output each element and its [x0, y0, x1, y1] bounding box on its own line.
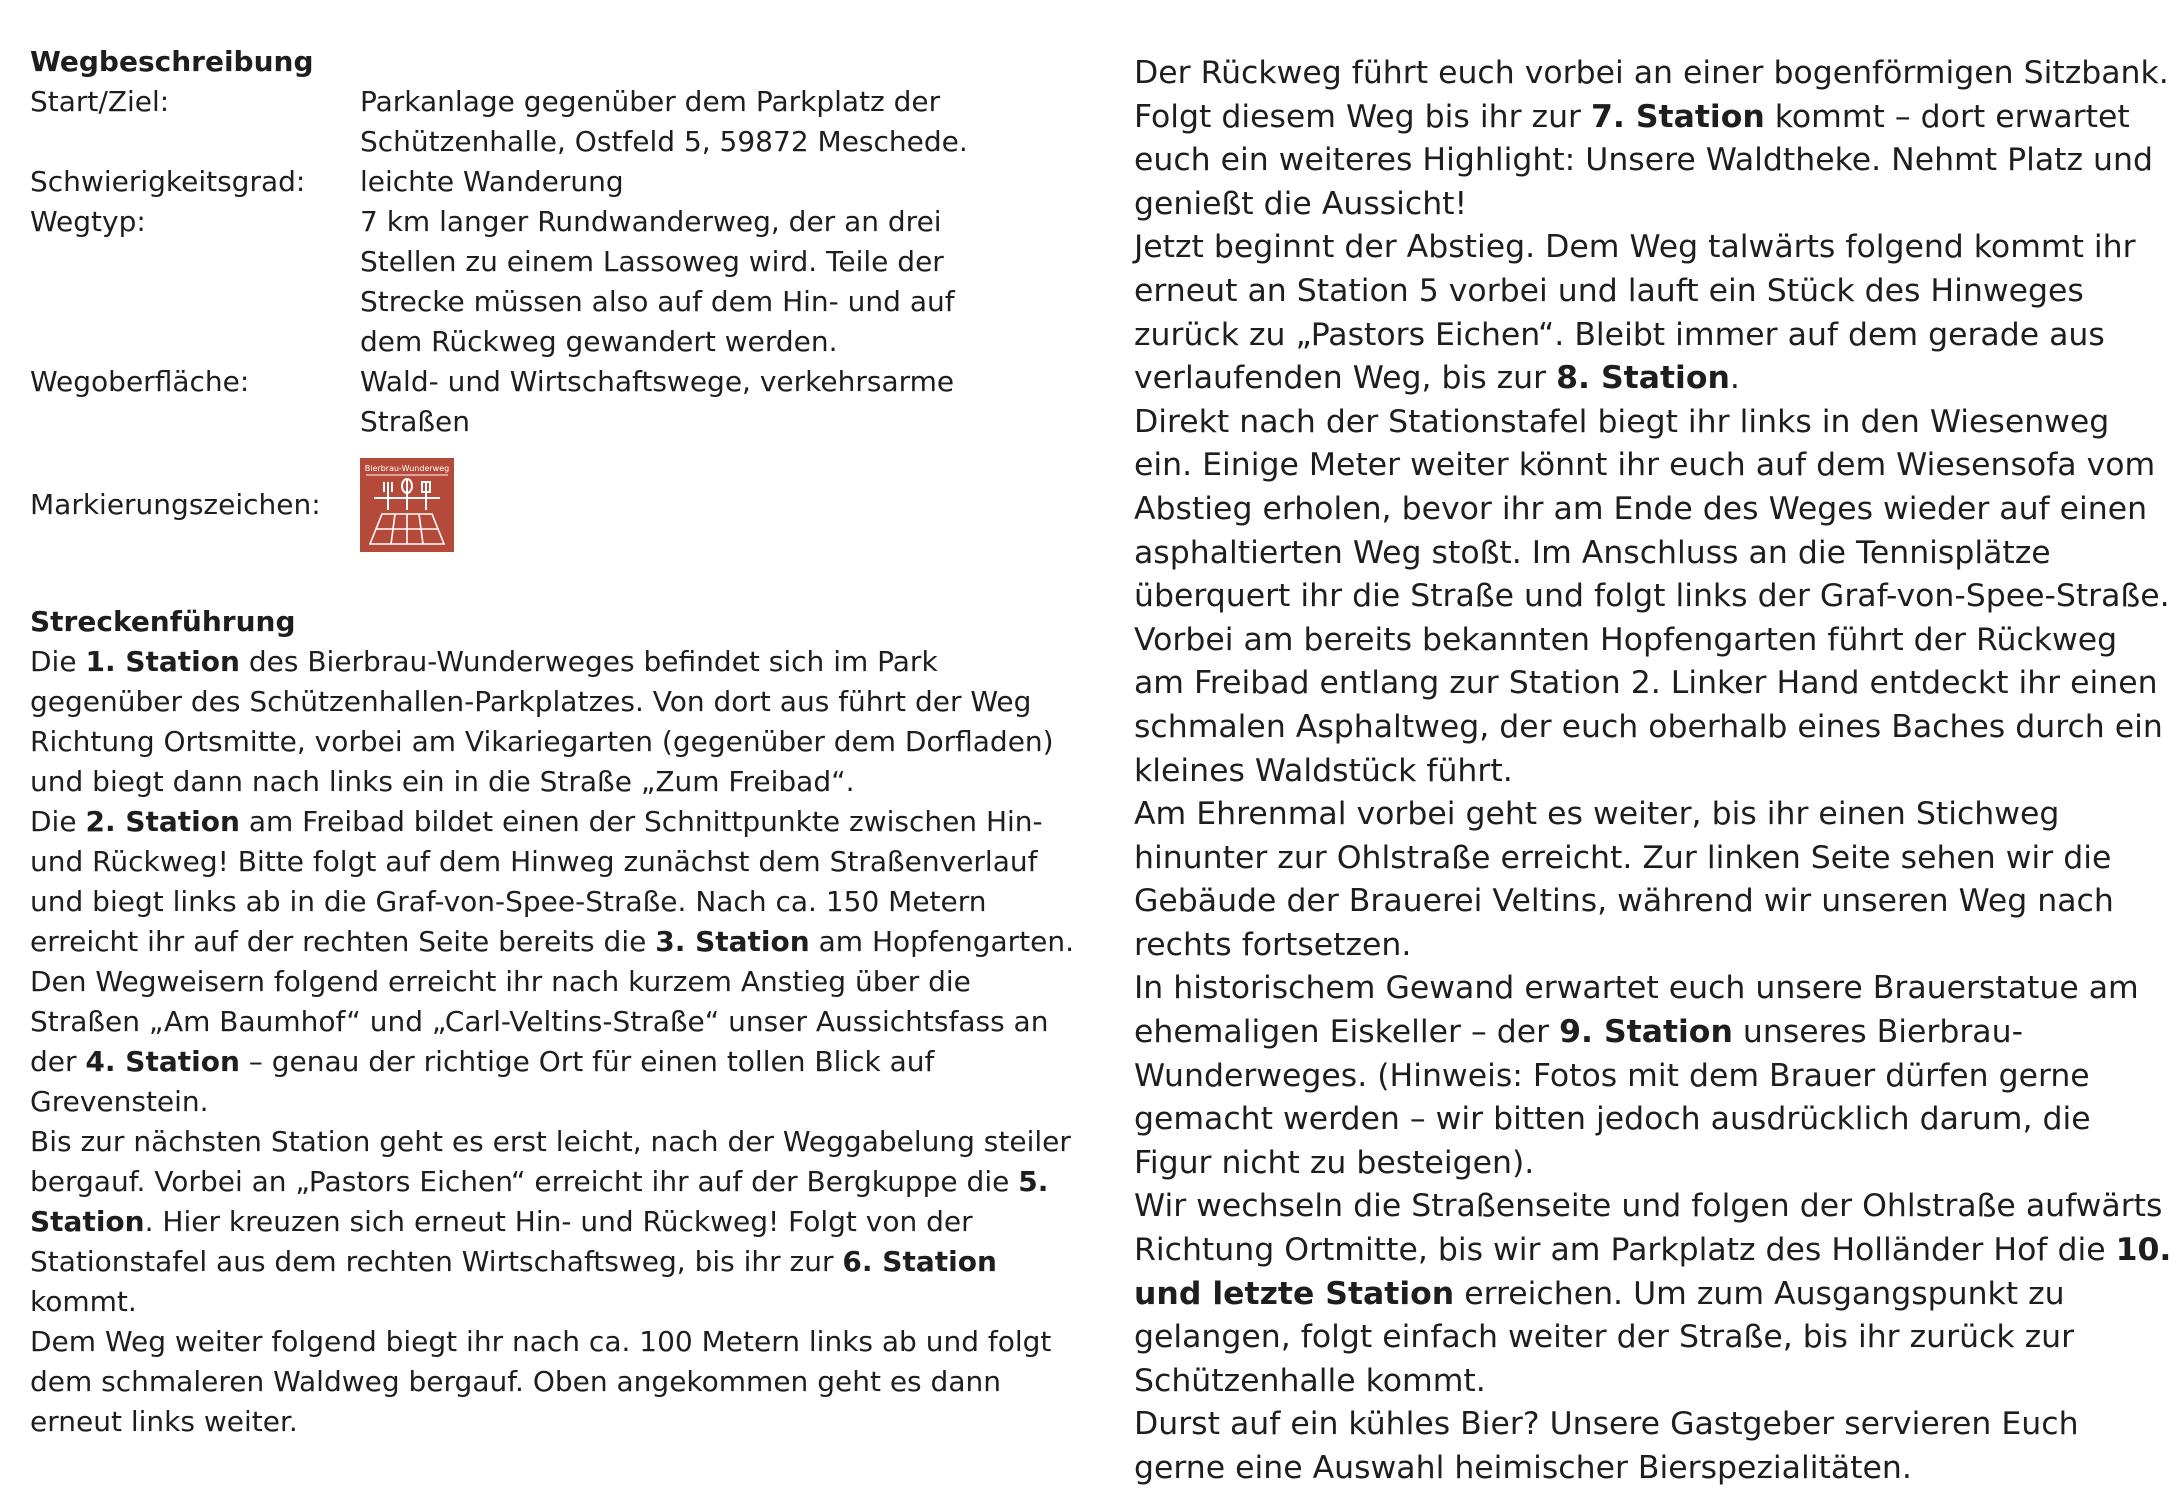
text-line: [1134, 1185, 2163, 1229]
info-value: [360, 362, 1070, 442]
text-line: [1134, 575, 2170, 619]
text-line: [30, 1242, 1070, 1282]
text-line: [1134, 662, 2158, 706]
text-segment: Abstieg erholen, bevor ihr am Ende des Weges wieder auf einen: [1134, 490, 2148, 527]
text-line: [30, 802, 1070, 842]
text-segment: Bis zur nächsten Station geht es erst leicht, nach der Weggabelung steiler: [30, 1125, 1071, 1158]
text-line: [1134, 270, 2114, 314]
text-line: [1134, 1360, 2114, 1404]
text-line: [30, 682, 1070, 722]
station-highlight: 2. Station: [85, 805, 240, 838]
text-segment: kommt – dort erwartet: [1764, 98, 2130, 135]
text-segment: gegenüber des Schützenhallen-Parkplatzes. Von dort aus führt der Weg: [30, 685, 1032, 718]
text-line: [30, 962, 1070, 1002]
text-line: [1134, 314, 2114, 358]
info-value: [360, 202, 1070, 362]
text-segment: rechts fortsetzen.: [1134, 926, 1412, 963]
text-line: [1134, 96, 2130, 140]
text-segment: . Hier kreuzen sich erneut Hin- und Rückweg! Folgt von der: [144, 1205, 973, 1238]
text-segment: gelangen, folgt einfach weiter der Straße, bis ihr zurück zur: [1134, 1319, 2075, 1356]
text-segment: kommt.: [30, 1285, 137, 1318]
text-segment: Stationstafel aus dem rechten Wirtschaftsweg, bis ihr zur: [30, 1245, 843, 1278]
text-line: [1134, 1316, 2114, 1360]
text-segment: verlaufenden Weg, bis zur: [1134, 360, 1557, 397]
info-label: Schwierigkeitsgrad:: [30, 165, 306, 198]
text-line: [30, 1402, 1070, 1442]
text-segment: Der Rückweg führt euch vorbei an einer bogenförmigen Sitzbank.: [1134, 55, 2169, 91]
text-line: [30, 882, 1070, 922]
text-segment: Richtung Ortmitte, bis wir am Parkplatz des Holländer Hof die: [1134, 1232, 2116, 1269]
station-highlight: Station: [30, 1205, 145, 1238]
text-line: [1134, 619, 2118, 663]
text-segment: Schützenhalle kommt.: [1134, 1362, 1486, 1399]
text-line: [1134, 1098, 2114, 1142]
text-segment: Jetzt beginnt der Abstieg. Dem Weg talwärts folgend kommt ihr: [1134, 229, 2136, 266]
text-segment: am Freibad entlang zur Station 2. Linker Hand entdeckt ihr einen: [1134, 665, 2158, 702]
text-segment: Am Ehrenmal vorbei geht es weiter, bis ihr einen Stichweg: [1134, 796, 2060, 833]
text-line: [1134, 1447, 2114, 1491]
text-segment: Wir wechseln die Straßenseite und folgen der Ohlstraße aufwärts: [1134, 1188, 2163, 1225]
text-line: [1134, 1403, 2114, 1447]
info-line: Schützenhalle, Ostfeld 5, 59872 Meschede.: [360, 125, 968, 158]
text-segment: Durst auf ein kühles Bier? Unsere Gastgeber servieren Euch: [1134, 1406, 2079, 1443]
route-text-left: [30, 642, 1075, 1442]
text-line: [30, 762, 1070, 802]
text-segment: dem schmaleren Waldweg bergauf. Oben angekommen geht es dann: [30, 1365, 1001, 1398]
text-line: [1134, 924, 2114, 968]
info-value: [360, 458, 1070, 552]
station-highlight: 1. Station: [85, 645, 240, 678]
text-segment: bergauf. Vorbei an „Pastors Eichen“ erreicht ihr auf der Bergkuppe die: [30, 1165, 1019, 1198]
route-text-right: [1134, 52, 2171, 1491]
text-line: [30, 1202, 1070, 1242]
text-line: [30, 1042, 1070, 1082]
text-segment: Richtung Ortsmitte, vorbei am Vikariegarten (gegenüber dem Dorfladen): [30, 725, 1054, 758]
info-label: Wegtyp:: [30, 205, 146, 238]
text-segment: ein. Einige Meter weiter könnt ihr euch auf dem Wiesensofa vom: [1134, 447, 2156, 484]
text-line: [30, 722, 1070, 762]
info-label: Wegoberfläche:: [30, 365, 250, 398]
station-highlight: 5.: [1018, 1165, 1049, 1198]
text-segment: kleines Waldstück führt.: [1134, 752, 1513, 789]
text-segment: Figur nicht zu besteigen).: [1134, 1144, 1535, 1181]
text-line: [30, 1122, 1070, 1162]
text-segment: Die: [30, 805, 86, 838]
text-line: [1134, 706, 2163, 750]
info-row-difficulty: [30, 162, 1070, 202]
text-segment: gemacht werden – wir bitten jedoch ausdrücklich darum, die: [1134, 1101, 2091, 1138]
text-line: [1134, 401, 2114, 445]
text-line: [30, 1082, 1070, 1122]
text-segment: Den Wegweisern folgend erreicht ihr nach kurzem Anstieg über die: [30, 965, 971, 998]
info-line: Strecke müssen also auf dem Hin- und auf: [360, 285, 955, 318]
info-line: dem Rückweg gewandert werden.: [360, 325, 838, 358]
station-highlight: 7. Station: [1591, 98, 1765, 135]
text-segment: überquert ihr die Straße und folgt links der Graf-von-Spee-Straße.: [1134, 578, 2170, 615]
text-segment: – genau der richtige Ort für einen tollen Blick auf: [239, 1045, 935, 1078]
text-segment: erreichen. Um zum Ausgangspunkt zu: [1454, 1275, 2065, 1312]
text-segment: schmalen Asphaltweg, der euch oberhalb eines Baches durch ein: [1134, 708, 2163, 745]
text-segment: gerne eine Auswahl heimischer Bierspezialitäten.: [1134, 1450, 1912, 1486]
text-line: [1134, 750, 2114, 794]
text-segment: hinunter zur Ohlstraße erreicht. Zur linken Seite sehen wir die: [1134, 839, 2112, 876]
station-highlight: 3. Station: [655, 925, 810, 958]
text-line: [30, 642, 1070, 682]
station-highlight: 10.: [2115, 1232, 2171, 1269]
text-segment: Direkt nach der Stationstafel biegt ihr links in den Wiesenweg: [1134, 403, 2110, 440]
left-column: [30, 42, 1075, 1442]
text-line: [30, 1362, 1070, 1402]
station-highlight: 8. Station: [1556, 360, 1730, 397]
text-segment: Wunderweges. (Hinweis: Fotos mit dem Brauer dürfen gerne: [1134, 1057, 2090, 1094]
text-line: [1134, 967, 2139, 1011]
text-segment: erreicht ihr auf der rechten Seite bereits die: [30, 925, 656, 958]
right-column: [1134, 52, 2171, 1491]
info-line: Wald- und Wirtschaftswege, verkehrsarme: [360, 365, 955, 398]
text-line: [30, 1002, 1070, 1042]
info-value: [360, 82, 1070, 162]
info-row-start: [30, 82, 1070, 162]
text-line: [1134, 183, 2114, 227]
text-segment: erneut links weiter.: [30, 1405, 298, 1438]
text-line: [1134, 52, 2169, 96]
text-line: [1134, 488, 2148, 532]
text-line: [1134, 357, 2114, 401]
trail-marker-logo: [360, 458, 454, 552]
text-segment: genießt die Aussicht!: [1134, 185, 1468, 222]
section-heading-wegbeschreibung: Wegbeschreibung: [30, 45, 314, 78]
text-line: [1134, 226, 2136, 270]
info-value: [360, 162, 1070, 202]
station-highlight: 9. Station: [1559, 1014, 1733, 1051]
text-segment: Vorbei am bereits bekannten Hopfengarten führt der Rückweg: [1134, 621, 2118, 658]
text-segment: Die: [30, 645, 86, 678]
text-segment: der: [30, 1045, 86, 1078]
info-line: leichte Wanderung: [360, 165, 624, 198]
text-segment: und biegt dann nach links ein in die Straße „Zum Freibad“.: [30, 765, 855, 798]
text-line: [30, 842, 1070, 882]
text-segment: unseres Bierbrau-: [1732, 1014, 2023, 1051]
text-segment: am Freibad bildet einen der Schnittpunkte zwischen Hin-: [239, 805, 1043, 838]
text-segment: am Hopfengarten.: [809, 925, 1075, 958]
station-highlight: 4. Station: [85, 1045, 240, 1078]
station-highlight: 6. Station: [842, 1245, 997, 1278]
text-line: [30, 1282, 1070, 1322]
text-line: [1134, 793, 2114, 837]
info-line: Straßen: [360, 405, 471, 438]
info-label: Markierungszeichen:: [30, 488, 321, 521]
text-line: [1134, 837, 2114, 881]
text-line: [30, 1322, 1070, 1362]
text-segment: .: [1729, 360, 1740, 397]
info-row-surface: [30, 362, 1070, 442]
text-segment: In historischem Gewand erwartet euch unsere Brauerstatue am: [1134, 970, 2139, 1007]
text-line: [1134, 1229, 2171, 1273]
text-segment: erneut an Station 5 vorbei und lauft ein Stück des Hinweges: [1134, 272, 2084, 309]
text-line: [1134, 444, 2156, 488]
info-row-marker: [30, 458, 1070, 552]
text-segment: und biegt links ab in die Graf-von-Spee-Straße. Nach ca. 150 Metern: [30, 885, 987, 918]
marker-badge-text: Bierbrau-Wunderweg: [364, 464, 450, 473]
text-line: [1134, 880, 2114, 924]
text-segment: und Rückweg! Bitte folgt auf dem Hinweg zunächst dem Straßenverlauf: [30, 845, 1038, 878]
station-highlight: und letzte Station: [1134, 1275, 1455, 1312]
text-segment: Gebäude der Brauerei Veltins, während wir unseren Weg nach: [1134, 883, 2114, 920]
text-line: [30, 1162, 1070, 1202]
info-label: Start/Ziel:: [30, 85, 170, 118]
text-line: [1134, 532, 2114, 576]
text-line: [30, 922, 1075, 962]
text-segment: euch ein weiteres Highlight: Unsere Waldtheke. Nehmt Platz und: [1134, 142, 2153, 179]
info-line: Parkanlage gegenüber dem Parkplatz der: [360, 85, 941, 118]
text-segment: asphaltierten Weg stoßt. Im Anschluss an die Tennisplätze: [1134, 534, 2051, 571]
info-line: Stellen zu einem Lassoweg wird. Teile der: [360, 245, 944, 278]
text-segment: Grevenstein.: [30, 1085, 209, 1118]
text-line: [1134, 1055, 2114, 1099]
text-line: [1134, 1142, 2114, 1186]
text-segment: zurück zu „Pastors Eichen“. Bleibt immer auf dem gerade aus: [1134, 316, 2105, 353]
text-line: [1134, 139, 2153, 183]
text-segment: Dem Weg weiter folgend biegt ihr nach ca. 100 Metern links ab und folgt: [30, 1325, 1052, 1358]
text-segment: Straßen „Am Baumhof“ und „Carl-Veltins-Straße“ unser Aussichtsfass an: [30, 1005, 1049, 1038]
text-segment: ehemaligen Eiskeller – der: [1134, 1014, 1560, 1051]
text-line: [1134, 1273, 2114, 1317]
section-heading-streckenfuehrung: Streckenführung: [30, 605, 296, 638]
text-segment: Folgt diesem Weg bis ihr zur: [1134, 98, 1591, 135]
text-line: [1134, 1011, 2114, 1055]
info-row-type: [30, 202, 1070, 362]
info-line: 7 km langer Rundwanderweg, der an drei: [360, 205, 942, 238]
text-segment: des Bierbrau-Wunderweges befindet sich im Park: [239, 645, 938, 678]
